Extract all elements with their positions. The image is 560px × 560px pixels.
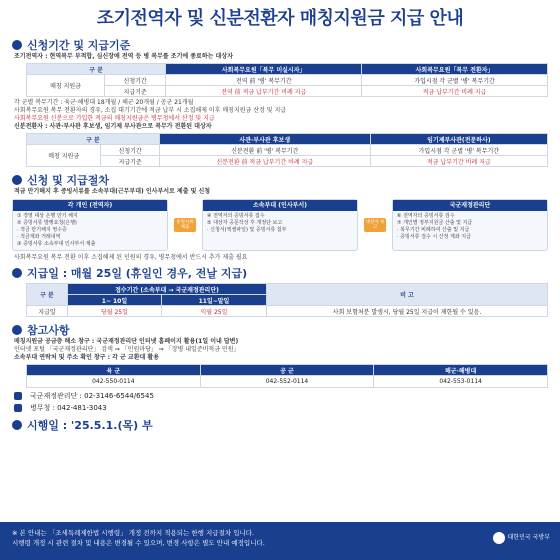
section-procedure (0, 172, 560, 188)
footer-line-2: 시행령 개정 시 관련 절차 및 내용은 변경될 수 있으며, 변경 사항은 별도 안내 예정입니다. (12, 539, 265, 547)
bullet-contact: 소속부대 연락처 및 주소 확인 창구 : 각 군 교환대 활용 (14, 354, 160, 361)
contact-mma: 병무청 : 042-481-3043 (0, 402, 560, 414)
section-icon (12, 268, 22, 278)
contact-finance: 국군재정관리단 : 02-3146-6544/6545 (0, 390, 560, 402)
note-mma: 사회복무요원 신분으로 가입한 적금의 매칭지원금은 병무청에서 산정 및 지급 (14, 115, 215, 122)
section-icon (12, 325, 22, 335)
ministry-logo: 대한민국 국방부 (493, 532, 550, 544)
header (0, 0, 560, 34)
bullet-submit: 적금 만기해지 후 증빙서류를 소속부대(근무부대) 인사부서로 제출 및 신청 (14, 188, 211, 195)
note-service-period: 각 군별 복무기간 : 육군·해병대 18개월 / 해군 20개월 / 공군 21개월 (14, 99, 194, 106)
note-transfer: 사회복무요원 복무 전환자의 경우, 소집 대기기간에 적금 납부 시 소집해제 이후 매칭지원금 산정 및 지급 (14, 107, 287, 114)
table-contact: 육 군 공 군 해군·해병대 042-550-0114 042-552-0114 042-553-0114 (26, 364, 548, 388)
section-reference (0, 322, 560, 338)
table-payday: 구 분 접수기간 (소속부대 → 국군재정관리단) 비 고 1~ 10일 11일~말일 지급일 당월 25일 익월 25일 사회 보험처분 발생시, 당월 25일 지급이 제한될 수 있음. (26, 283, 548, 317)
section-icon (12, 175, 22, 185)
section-period (0, 37, 560, 53)
flow-unit: 소속부대 (인사부서) ④ 전역자의 증빙서류 접수 ⑤ 대상자 공문작성 후 개정단 보고 · 신청서(엑셀파일) 및 증빙서류 첨부 (202, 199, 358, 251)
phone-icon (14, 392, 22, 400)
section-title: 신청기간 및 지급기준 (27, 39, 131, 52)
bullet-status-change: 신분전환자 : 사관·부사관 후보생, 임기제 부사관으로 복무가 전환된 대상자 (14, 123, 212, 130)
bullet-early-discharge: 조기전역자 : 현역복무 부적합, 심신장애 전역 등 병 복무를 조기에 종료하는 대상자 (14, 53, 233, 60)
section-title: 참고사항 (27, 324, 70, 337)
flow-individual: 각 개인 (전역자) ① 경영 대상 은행 만기 해지 ② 증빙서류 발행요청(은행) · 적금 만기해지 영수증 · 적금계좌 거래내역 ③ 증빙서류 소속부대 인사부서 제출 (12, 199, 168, 251)
section-title: 지급일 : 매월 25일 (휴일인 경우, 전날 지급) (27, 267, 248, 280)
phone-icon (14, 404, 22, 412)
flow-arrow: 대상자 보고 (365, 220, 385, 230)
section-icon (12, 40, 22, 50)
table-status-wrap (0, 131, 560, 169)
emblem-icon (493, 532, 505, 544)
section-payday (0, 265, 560, 281)
note-mma-submit: 사회복무요원 복무 전환 이후 소집해제 된 인원의 경우, 병무청에서 반드시 추가 제출 필요 (14, 254, 248, 261)
table-early-discharge: 구 분 사회복무요원「복무 미실시자」 사회복무요원「복무 전환자」 매칭 지원금 신청기간 전역 前 '병' 복무기간 가입시점 각 군별 '병' 복무기간 지급기준 전역 前 적금 납부기간 비례 지급 적금 납부기간 비례 지급 (26, 63, 548, 97)
table-contact-wrap (0, 362, 560, 390)
table-payday-wrap (0, 281, 560, 319)
page-title: 조기전역자 및 신분전환자 매칭지원금 지급 안내 (96, 8, 464, 29)
bullet-inquiry: 매칭지원금 공금층 해소 창구 : 국군재정관리단 인터넷 홈페이지 활용(1일 이내 답변) (14, 338, 239, 345)
flow-finance: 국군재정관리단 ⑥ 전역자의 증빙서류 검수 ⑦ 개인별 정부지원금 산출 및 지급 · 복무기간 비례하여 산출 및 지급 · 증빙서류 검수 시 산정 계좌 지급 (392, 199, 548, 251)
bullet-inquiry-path: 인터넷 포털 「국군재정관리단」 검색 ⇒ 「민원마당」 ⇒ 「장병 내일준비적금 민원」 (14, 346, 240, 353)
section-effective (0, 417, 560, 433)
footer-line-1: ※ 본 안내는 「조세특례제한법 시행령」 개정 전까지 적용되는 한행 지급절차 입니다. (12, 529, 255, 537)
table-status-change: 구 분 사관·부사관 후보생 임기제부사관(전문하사) 매칭 지원금 신청기간 신분전환 前 '병' 복무기간 가입시점 각 군별 '병' 복무기간 지급기준 신분전환 前 적금 납부기간 비례 지급 적금 납부기간 비례 지급 (26, 133, 548, 167)
section-title: 시행일 : '25.5.1.(목) 부 (27, 419, 153, 432)
flow-arrow: 증빙서류 제출 (174, 199, 196, 251)
procedure-flow (0, 196, 560, 254)
section-icon (12, 420, 22, 430)
section-title: 신청 및 지급절차 (27, 174, 110, 187)
footer (0, 522, 560, 560)
table-early-wrap (0, 61, 560, 99)
